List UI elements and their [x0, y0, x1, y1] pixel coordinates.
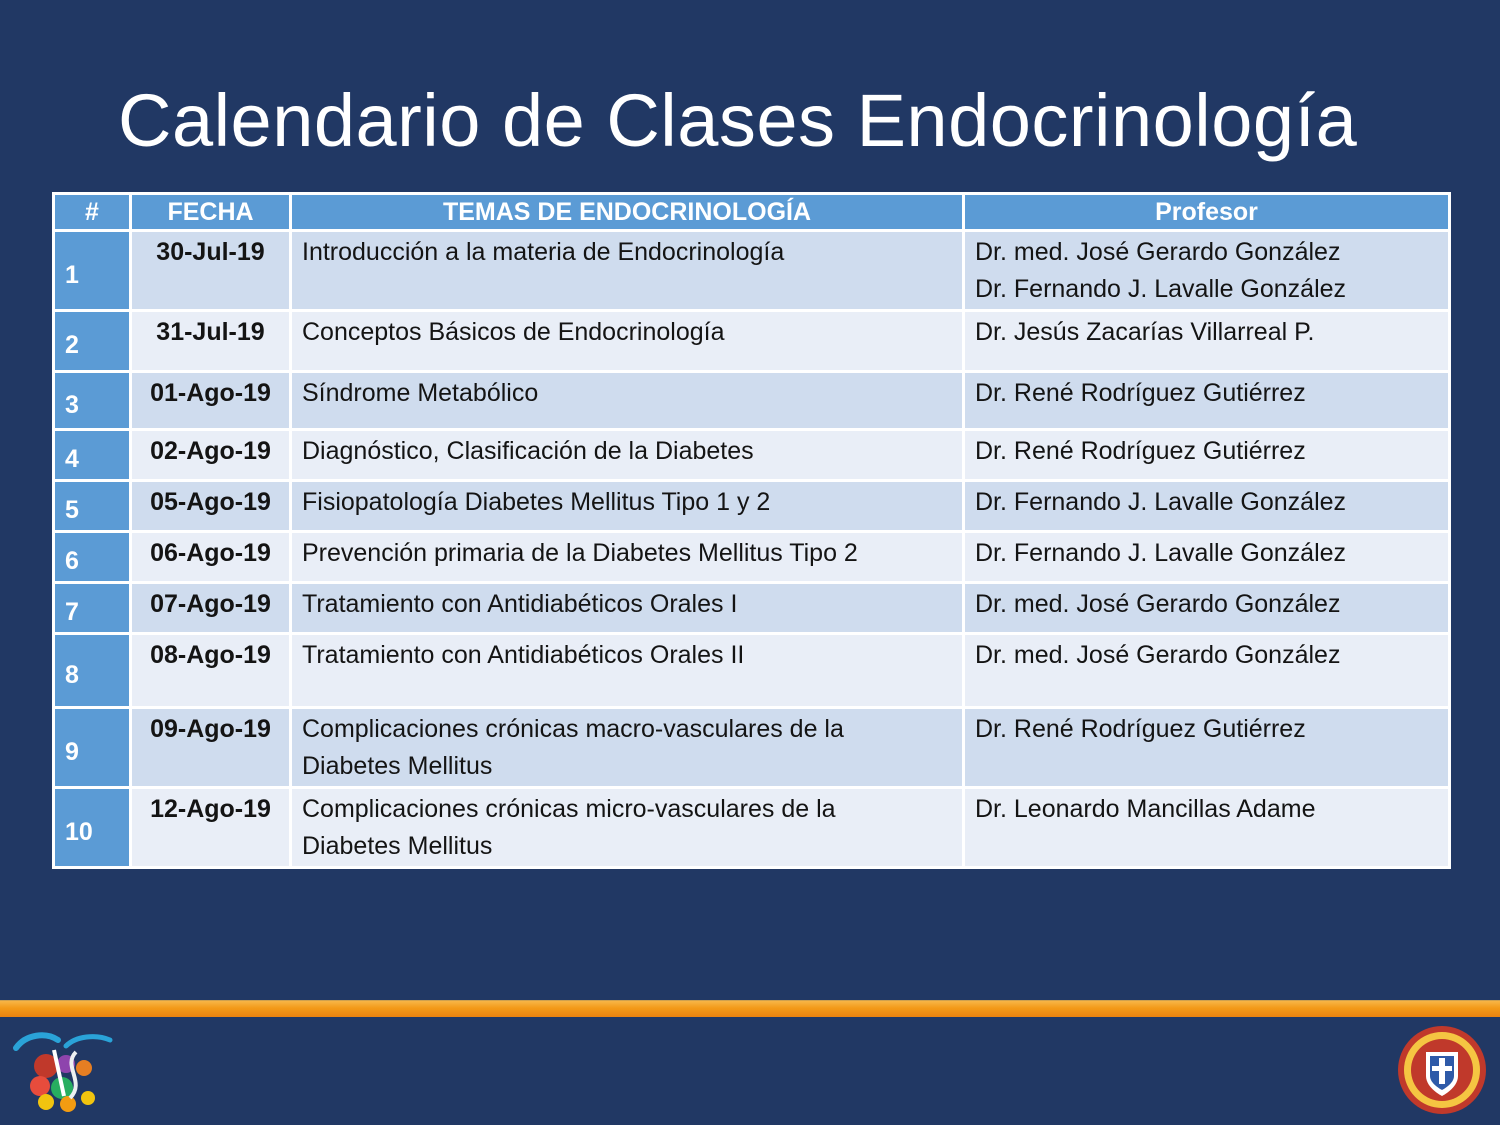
topic-line: Introducción a la materia de Endocrinología [302, 238, 785, 266]
topic-line: Diabetes Mellitus [302, 832, 493, 860]
table-row [54, 430, 1450, 481]
row-number: 4 [54, 430, 131, 481]
row-date: 12-Ago-19 [131, 788, 291, 868]
row-number: 2 [54, 311, 131, 372]
topic-line: Conceptos Básicos de Endocrinología [302, 318, 725, 346]
row-date: 09-Ago-19 [131, 708, 291, 788]
row-topic [291, 430, 964, 481]
footer-band [0, 1000, 1500, 1017]
row-date: 07-Ago-19 [131, 583, 291, 634]
row-date: 05-Ago-19 [131, 481, 291, 532]
row-topic [291, 634, 964, 708]
row-professor [964, 634, 1450, 708]
professor-name: Dr. Fernando J. Lavalle González [975, 275, 1347, 303]
professor-name: Dr. Jesús Zacarías Villarreal P. [975, 318, 1315, 346]
table-row [54, 583, 1450, 634]
professor-name: Dr. Fernando J. Lavalle González [975, 488, 1347, 516]
topic-line: Síndrome Metabólico [302, 379, 539, 407]
row-date: 06-Ago-19 [131, 532, 291, 583]
table-row [54, 311, 1450, 372]
topic-line: Prevención primaria de la Diabetes Mellitus Tipo 2 [302, 539, 858, 567]
topic-line: Diagnóstico, Clasificación de la Diabetes [302, 437, 754, 465]
row-number: 10 [54, 788, 131, 868]
row-professor [964, 583, 1450, 634]
row-number: 9 [54, 708, 131, 788]
row-topic [291, 372, 964, 430]
row-topic [291, 231, 964, 311]
row-topic [291, 532, 964, 583]
topic-line: Complicaciones crónicas macro-vasculares de la [302, 715, 844, 743]
table-row [54, 532, 1450, 583]
row-topic [291, 311, 964, 372]
row-date: 31-Jul-19 [131, 311, 291, 372]
table-row [54, 634, 1450, 708]
row-professor [964, 311, 1450, 372]
row-topic [291, 583, 964, 634]
professor-name: Dr. René Rodríguez Gutiérrez [975, 437, 1306, 465]
slide-title: Calendario de Clases Endocrinología [118, 79, 1358, 162]
table-row [54, 231, 1450, 311]
row-number: 7 [54, 583, 131, 634]
row-number: 3 [54, 372, 131, 430]
professor-name: Dr. René Rodríguez Gutiérrez [975, 379, 1306, 407]
row-professor [964, 481, 1450, 532]
row-number: 6 [54, 532, 131, 583]
header-date: FECHA [131, 194, 291, 231]
university-seal-icon [1396, 1024, 1488, 1116]
table-row [54, 481, 1450, 532]
professor-name: Dr. med. José Gerardo González [975, 641, 1341, 669]
row-professor [964, 708, 1450, 788]
topic-line: Complicaciones crónicas micro-vasculares de la [302, 795, 836, 823]
row-date: 08-Ago-19 [131, 634, 291, 708]
topic-line: Tratamiento con Antidiabéticos Orales II [302, 641, 745, 669]
class-schedule-table [52, 192, 1451, 869]
row-number: 8 [54, 634, 131, 708]
professor-name: Dr. med. José Gerardo González [975, 590, 1341, 618]
professor-name: Dr. Fernando J. Lavalle González [975, 539, 1347, 567]
topic-line: Diabetes Mellitus [302, 752, 493, 780]
topic-line: Tratamiento con Antidiabéticos Orales I [302, 590, 738, 618]
header-num: # [54, 194, 131, 231]
professor-name: Dr. René Rodríguez Gutiérrez [975, 715, 1306, 743]
row-professor [964, 532, 1450, 583]
row-topic [291, 788, 964, 868]
table-header-row [54, 194, 1450, 231]
row-professor [964, 231, 1450, 311]
table-row [54, 372, 1450, 430]
row-number: 1 [54, 231, 131, 311]
row-professor [964, 788, 1450, 868]
row-date: 02-Ago-19 [131, 430, 291, 481]
school-logo-icon [6, 1026, 116, 1112]
topic-line: Fisiopatología Diabetes Mellitus Tipo 1 y 2 [302, 488, 771, 516]
row-professor [964, 372, 1450, 430]
table-row [54, 788, 1450, 868]
header-topic: TEMAS DE ENDOCRINOLOGÍA [291, 194, 964, 231]
row-date: 30-Jul-19 [131, 231, 291, 311]
row-date: 01-Ago-19 [131, 372, 291, 430]
row-number: 5 [54, 481, 131, 532]
professor-name: Dr. med. José Gerardo González [975, 238, 1341, 266]
professor-name: Dr. Leonardo Mancillas Adame [975, 795, 1316, 823]
row-topic [291, 708, 964, 788]
header-professor: Profesor [964, 194, 1450, 231]
table-body [54, 231, 1450, 868]
row-professor [964, 430, 1450, 481]
table-row [54, 708, 1450, 788]
row-topic [291, 481, 964, 532]
